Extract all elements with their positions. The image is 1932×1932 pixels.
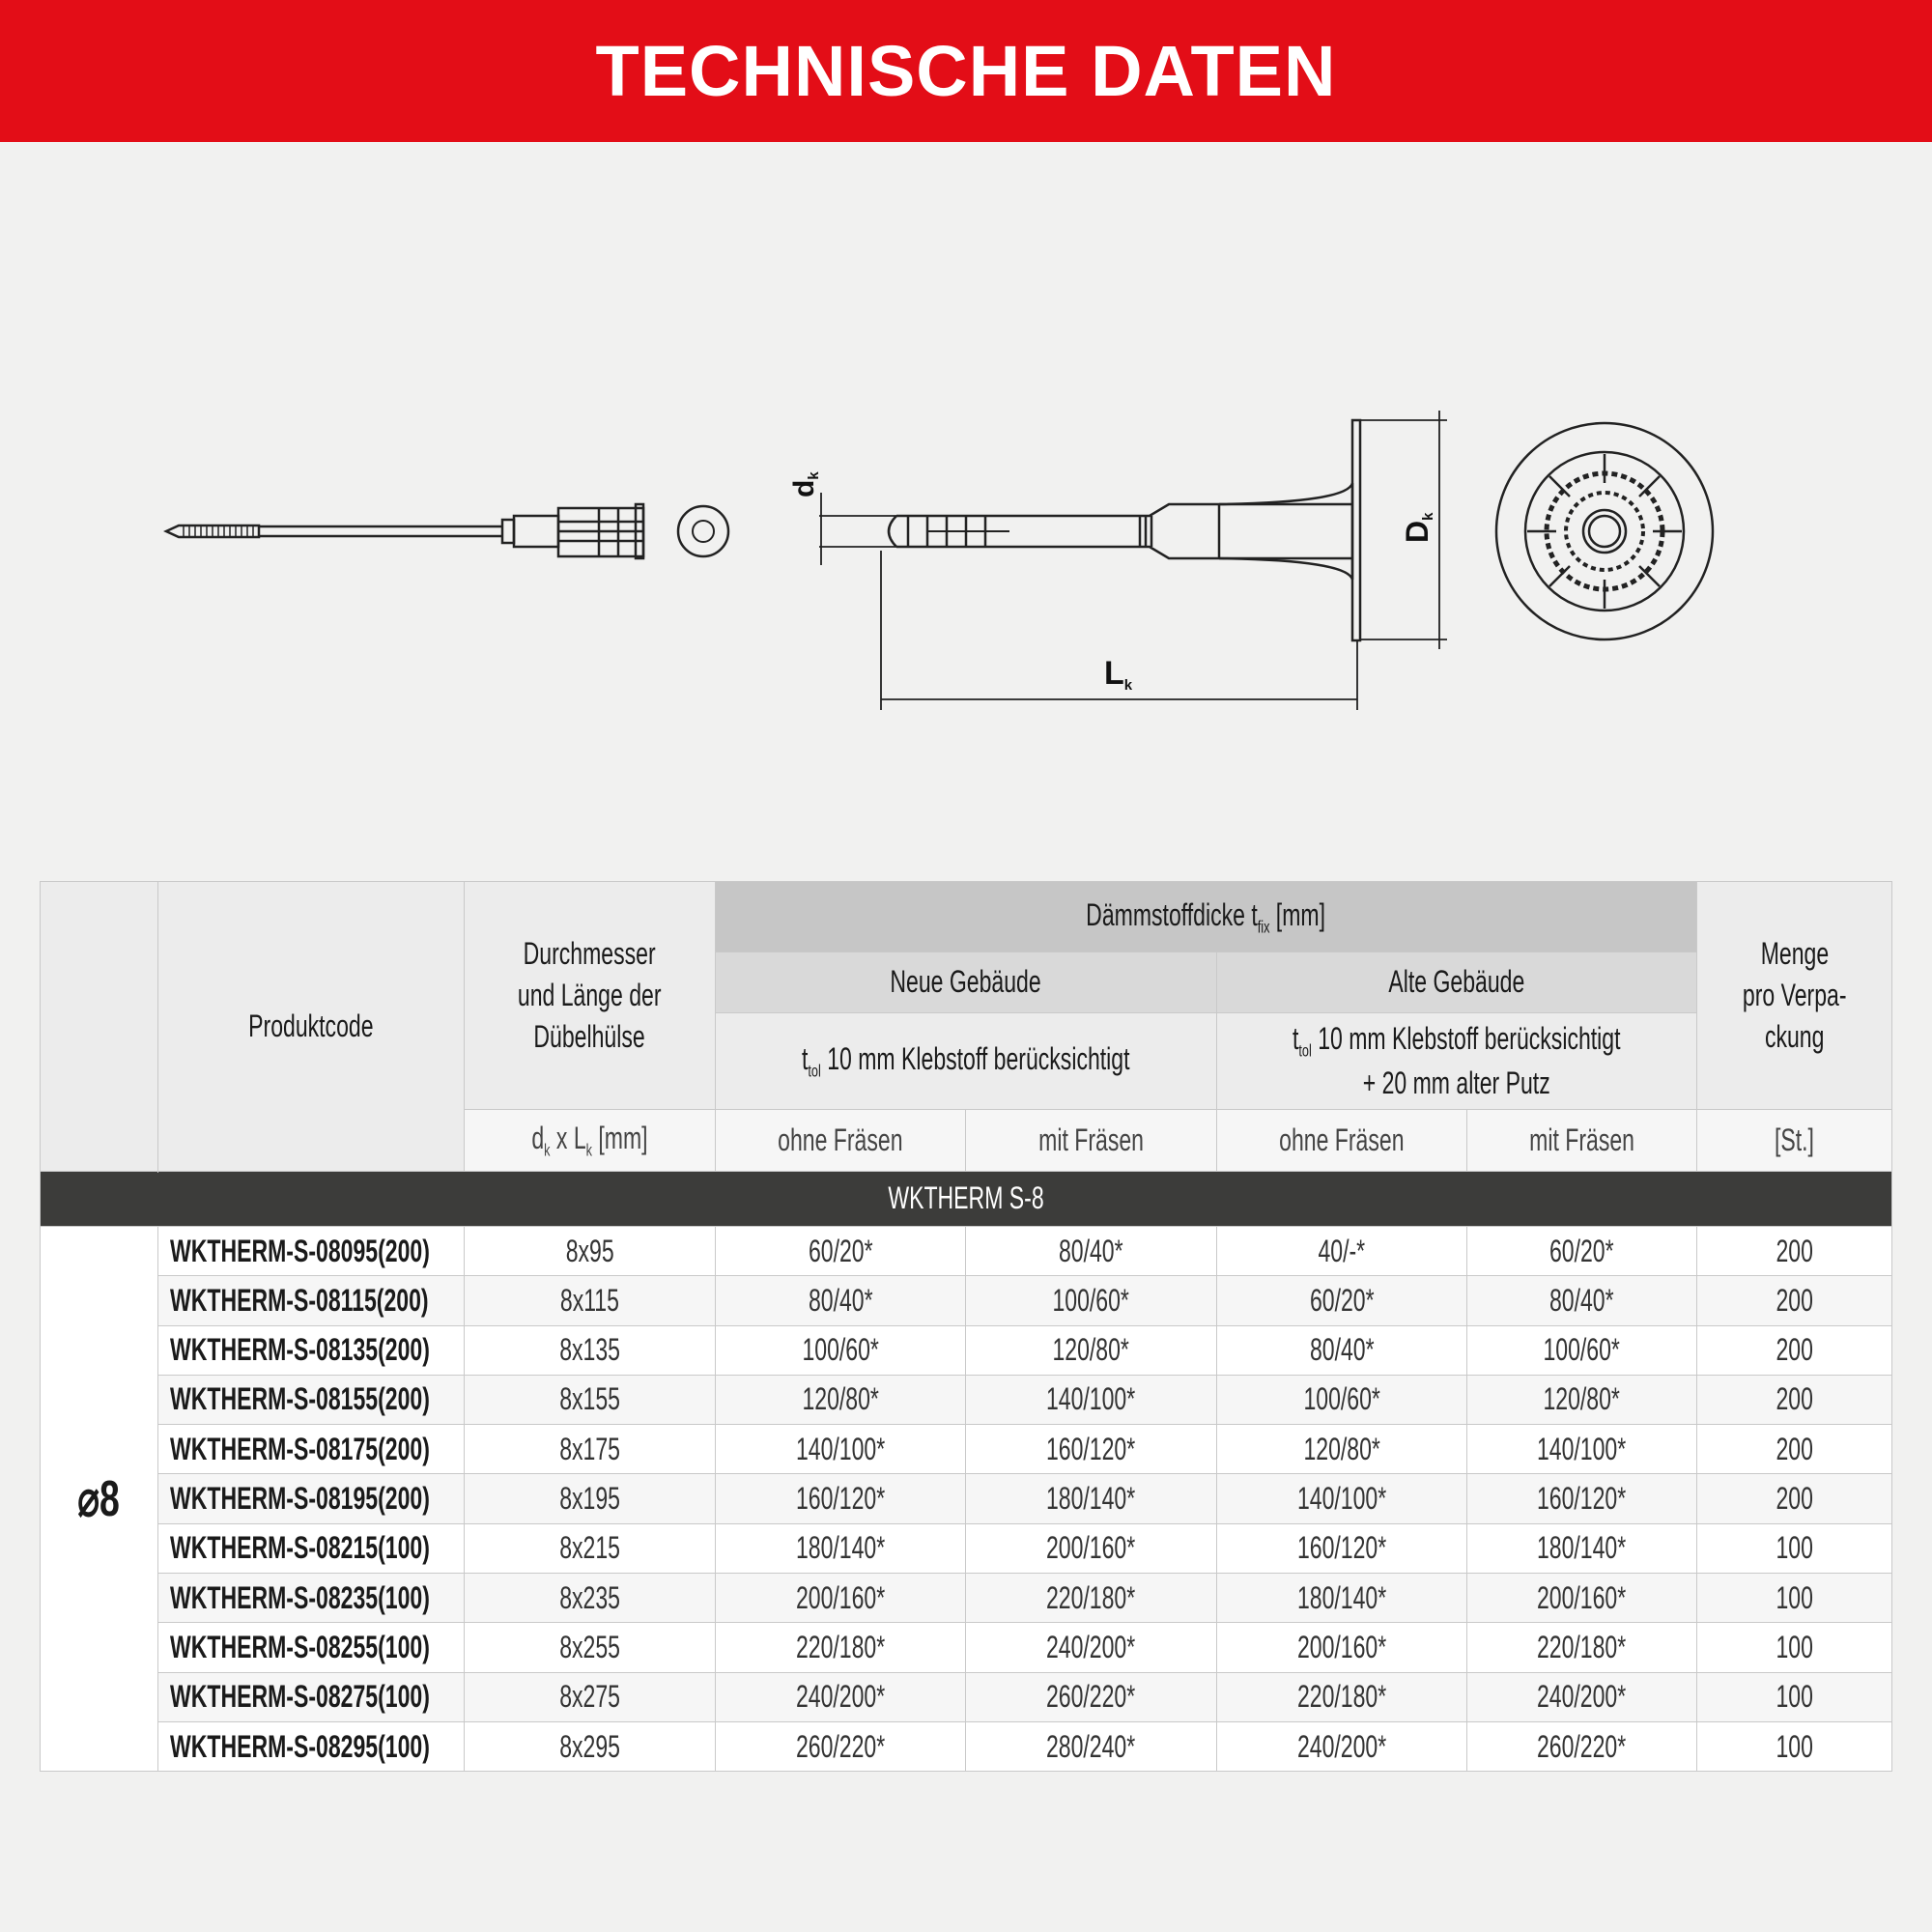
cell-quantity: 100: [1697, 1721, 1892, 1771]
cell-old-ohne: 100/60*: [1217, 1375, 1467, 1424]
cell-new-mit: 260/220*: [966, 1672, 1217, 1721]
cell-old-ohne: 160/120*: [1217, 1523, 1467, 1573]
header-insulation-thickness: Dämmstoffdicke $t_{fix}$ [mm]: [716, 882, 1697, 952]
cell-quantity: 200: [1697, 1276, 1892, 1325]
cell-quantity: 200: [1697, 1474, 1892, 1523]
table-row: [41, 1425, 1892, 1474]
cell-product-code: WKTHERM-S-08255(100): [158, 1623, 465, 1672]
page-title: TECHNISCHE DATEN: [595, 31, 1337, 111]
cell-new-ohne: 60/20*: [716, 1227, 966, 1276]
header-blank-cell: [41, 882, 158, 1172]
cell-old-mit: 240/200*: [1467, 1672, 1697, 1721]
Lk-label: L: [1104, 655, 1124, 692]
table-row: [41, 1574, 1892, 1623]
cell-new-ohne: 180/140*: [716, 1523, 966, 1573]
Dk-label: D: [1400, 520, 1435, 543]
unit-new-mit: mit Fräsen: [966, 1110, 1217, 1172]
cell-old-mit: 160/120*: [1467, 1474, 1697, 1523]
cell-old-mit: 220/180*: [1467, 1623, 1697, 1672]
unit-old-mit: mit Fräsen: [1467, 1110, 1697, 1172]
cell-dimension: 8x195: [465, 1474, 716, 1523]
cell-product-code: WKTHERM-S-08115(200): [158, 1276, 465, 1325]
cell-new-ohne: 220/180*: [716, 1623, 966, 1672]
cell-old-ohne: 240/200*: [1217, 1721, 1467, 1771]
table-row: [41, 1523, 1892, 1573]
cell-old-mit: 180/140*: [1467, 1523, 1697, 1573]
cell-dimension: 8x215: [465, 1523, 716, 1573]
cell-new-ohne: 140/100*: [716, 1425, 966, 1474]
diameter-label: ⌀8: [41, 1227, 158, 1772]
cell-quantity: 200: [1697, 1425, 1892, 1474]
cell-quantity: 100: [1697, 1523, 1892, 1573]
plate-top-view: [1496, 423, 1713, 639]
cell-product-code: WKTHERM-S-08295(100): [158, 1721, 465, 1771]
cell-product-code: WKTHERM-S-08215(100): [158, 1523, 465, 1573]
table-row: [41, 1276, 1892, 1325]
cell-new-ohne: 200/160*: [716, 1574, 966, 1623]
cell-product-code: WKTHERM-S-08235(100): [158, 1574, 465, 1623]
cell-old-ohne: 200/160*: [1217, 1623, 1467, 1672]
cell-old-ohne: 60/20*: [1217, 1276, 1467, 1325]
cell-quantity: 100: [1697, 1574, 1892, 1623]
cell-new-mit: 180/140*: [966, 1474, 1217, 1523]
Lk-subscript: k: [1123, 677, 1133, 694]
dowel-drawing: [889, 420, 1360, 640]
cell-new-mit: 80/40*: [966, 1227, 1217, 1276]
cell-new-ohne: 100/60*: [716, 1325, 966, 1375]
cell-dimension: 8x95: [465, 1227, 716, 1276]
screw-drawing: [166, 504, 643, 558]
cell-product-code: WKTHERM-S-08275(100): [158, 1672, 465, 1721]
table-row: [41, 1474, 1892, 1523]
header-old-buildings: Alte Gebäude: [1217, 952, 1697, 1013]
cell-old-ohne: 120/80*: [1217, 1425, 1467, 1474]
table-row: [41, 1623, 1892, 1672]
svg-text:Lk: [1104, 655, 1133, 694]
cell-quantity: 200: [1697, 1375, 1892, 1424]
torx-washer-drawing: [678, 506, 728, 556]
cell-new-mit: 200/160*: [966, 1523, 1217, 1573]
cell-dimension: 8x235: [465, 1574, 716, 1623]
table-row: [41, 1325, 1892, 1375]
cell-product-code: WKTHERM-S-08135(200): [158, 1325, 465, 1375]
cell-old-mit: 100/60*: [1467, 1325, 1697, 1375]
cell-quantity: 100: [1697, 1672, 1892, 1721]
cell-old-mit: 200/160*: [1467, 1574, 1697, 1623]
cell-dimension: 8x115: [465, 1276, 716, 1325]
table-row: [41, 1375, 1892, 1424]
cell-new-mit: 280/240*: [966, 1721, 1217, 1771]
cell-new-ohne: 240/200*: [716, 1672, 966, 1721]
cell-dimension: 8x155: [465, 1375, 716, 1424]
cell-new-mit: 100/60*: [966, 1276, 1217, 1325]
cell-quantity: 200: [1697, 1227, 1892, 1276]
unit-old-ohne: ohne Fräsen: [1217, 1110, 1467, 1172]
cell-new-ohne: 120/80*: [716, 1375, 966, 1424]
cell-old-mit: 260/220*: [1467, 1721, 1697, 1771]
cell-old-ohne: 220/180*: [1217, 1672, 1467, 1721]
cell-quantity: 200: [1697, 1325, 1892, 1375]
cell-old-mit: 140/100*: [1467, 1425, 1697, 1474]
cell-old-ohne: 140/100*: [1217, 1474, 1467, 1523]
header-diameter-length: Durchmesser und Länge der Dübelhülse: [465, 882, 716, 1110]
header-product-code: Produktcode: [158, 882, 465, 1172]
dk-subscript: k: [806, 471, 822, 480]
cell-new-mit: 120/80*: [966, 1325, 1217, 1375]
cell-new-ohne: 160/120*: [716, 1474, 966, 1523]
cell-old-ohne: 180/140*: [1217, 1574, 1467, 1623]
cell-new-ohne: 260/220*: [716, 1721, 966, 1771]
cell-old-ohne: 80/40*: [1217, 1325, 1467, 1375]
cell-dimension: 8x295: [465, 1721, 716, 1771]
section-header: WKTHERM S-8: [41, 1172, 1892, 1227]
svg-text:Dk: [1400, 512, 1436, 543]
cell-dimension: 8x275: [465, 1672, 716, 1721]
cell-quantity: 100: [1697, 1623, 1892, 1672]
unit-dk-lk: $d_k$ x $L_k$ [mm]: [465, 1110, 716, 1172]
cell-new-mit: 220/180*: [966, 1574, 1217, 1623]
cell-dimension: 8x135: [465, 1325, 716, 1375]
unit-new-ohne: ohne Fräsen: [716, 1110, 966, 1172]
cell-new-mit: 240/200*: [966, 1623, 1217, 1672]
cell-new-ohne: 80/40*: [716, 1276, 966, 1325]
cell-old-mit: 80/40*: [1467, 1276, 1697, 1325]
svg-text:dk: [788, 471, 822, 497]
cell-new-mit: 140/100*: [966, 1375, 1217, 1424]
cell-old-mit: 120/80*: [1467, 1375, 1697, 1424]
cell-product-code: WKTHERM-S-08155(200): [158, 1375, 465, 1424]
table-row: [41, 1672, 1892, 1721]
header-old-note: $t_{tol}$ 10 mm Klebstoff berücksichtigt + 20 mm alter Putz: [1217, 1013, 1697, 1110]
technical-data-table: [40, 881, 1892, 1772]
dowel-technical-drawing: [0, 367, 1932, 734]
cell-product-code: WKTHERM-S-08195(200): [158, 1474, 465, 1523]
unit-pieces: [St.]: [1697, 1110, 1892, 1172]
Dk-subscript: k: [1420, 512, 1436, 521]
header-quantity: Menge pro Verpa- ckung: [1697, 882, 1892, 1110]
header-new-note: $t_{tol}$ 10 mm Klebstoff berücksichtigt: [716, 1013, 1217, 1110]
dk-label: d: [788, 479, 820, 497]
cell-old-ohne: 40/-*: [1217, 1227, 1467, 1276]
cell-product-code: WKTHERM-S-08175(200): [158, 1425, 465, 1474]
title-banner: [0, 0, 1932, 142]
header-new-buildings: Neue Gebäude: [716, 952, 1217, 1013]
cell-dimension: 8x175: [465, 1425, 716, 1474]
cell-dimension: 8x255: [465, 1623, 716, 1672]
cell-new-mit: 160/120*: [966, 1425, 1217, 1474]
table-row: [41, 1721, 1892, 1771]
cell-old-mit: 60/20*: [1467, 1227, 1697, 1276]
cell-product-code: WKTHERM-S-08095(200): [158, 1227, 465, 1276]
table-row: [41, 1227, 1892, 1276]
